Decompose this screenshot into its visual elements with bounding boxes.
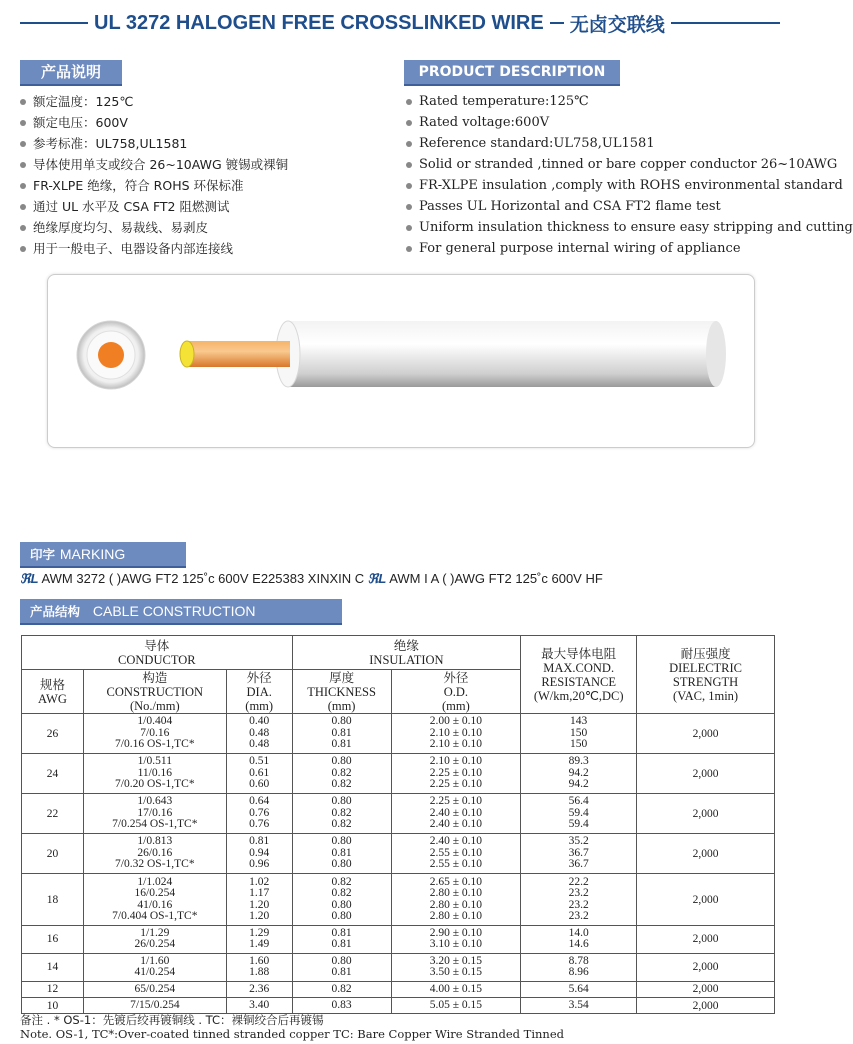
page-title: UL 3272 HALOGEN FREE CROSSLINKED WIRE [94, 11, 544, 34]
list-item [20, 196, 288, 217]
conductor-header [22, 636, 293, 670]
jacket-end [706, 321, 726, 387]
dia-cell-value: 0.60 [249, 778, 270, 791]
bullet-icon [20, 141, 26, 147]
construction-cell-value: 41/0.16 [137, 898, 173, 911]
resistance-cell-value: 89.3 [568, 755, 589, 768]
list-item [406, 91, 853, 112]
thickness-cell-value: 0.80 [331, 954, 352, 967]
list-item [406, 154, 853, 175]
construction-cell-value: 17/0.16 [137, 806, 173, 819]
thickness-cell-value: 0.81 [331, 738, 352, 751]
marking-header-en: MARKING [59, 546, 126, 562]
bullet-icon [20, 225, 26, 231]
thickness-cell-value: 0.81 [331, 927, 352, 939]
thickness-cell [292, 953, 391, 981]
dielectric-cell: 2,000 [637, 926, 775, 954]
note-en: Note. OS-1, TC*:Over-coated tinned stranded copper TC: Bare Copper Wire Stranded Tinned [20, 1027, 564, 1041]
construction-cell-value: 1/0.813 [137, 835, 173, 848]
table-row [22, 754, 775, 794]
od-header-en: O.D. [443, 684, 469, 699]
bullet-icon [406, 204, 412, 210]
marking-header [20, 542, 186, 568]
dia-cell-value: 1.20 [249, 898, 270, 911]
title-rule-right [671, 22, 780, 24]
list-item-text: Rated temperature:125℃ [419, 94, 589, 109]
thickness-cell-value: 0.83 [331, 999, 352, 1012]
construction-header-en: CABLE CONSTRUCTION [92, 603, 256, 619]
dia-cell-value: 0.76 [249, 806, 270, 819]
product-cn-header: 产品说明 [20, 60, 122, 86]
thickness-cell-value: 0.80 [331, 858, 352, 871]
dielectric-header-en1: DIELECTRIC [669, 660, 743, 675]
dielectric-cell: 2,000 [637, 714, 775, 754]
construction-cell-value: 16/0.254 [134, 887, 176, 900]
dia-cell-value: 1.17 [249, 887, 270, 900]
resistance-cell-value: 36.7 [568, 858, 589, 871]
dia-cell-value: 0.81 [249, 835, 270, 848]
list-item [406, 175, 853, 196]
list-item-text: 额定电压：600V [33, 115, 128, 130]
dia-cell-value: 0.76 [249, 818, 270, 831]
resistance-cell [521, 834, 637, 874]
marking-text-1: AWM 3272 ( )AWG FT2 125˚c 600V E225383 XINXIN C [41, 571, 365, 586]
od-cell-value: 2.55 ± 0.10 [429, 846, 483, 859]
od-cell-value: 2.40 ± 0.10 [429, 835, 483, 848]
construction-cell [83, 926, 226, 954]
od-cell [391, 926, 521, 954]
od-cell-value: 2.10 ± 0.10 [429, 738, 483, 751]
insulation-header [292, 636, 521, 670]
od-cell [391, 754, 521, 794]
construction-table-body [22, 714, 775, 1014]
awg-header-zh: 规格 [39, 676, 65, 692]
resistance-cell-value: 59.4 [568, 818, 589, 831]
resistance-cell-value: 59.4 [568, 806, 589, 819]
thickness-cell-value: 0.82 [331, 887, 352, 900]
list-item-text: FR-XLPE insulation ,comply with ROHS environmental standard [419, 178, 843, 193]
list-item [406, 238, 853, 259]
resistance-cell-value: 23.2 [568, 898, 589, 911]
od-cell [391, 953, 521, 981]
construction-cell [83, 714, 226, 754]
table-row [22, 834, 775, 874]
list-item-text: Reference standard:UL758,UL1581 [419, 136, 655, 151]
awg-cell: 24 [22, 754, 84, 794]
dielectric-cell: 2,000 [637, 834, 775, 874]
dia-cell-value: 0.48 [249, 726, 270, 739]
od-cell [391, 794, 521, 834]
resistance-cell-value: 8.96 [568, 966, 589, 979]
list-item-text: Rated voltage:600V [419, 115, 550, 130]
table-row [22, 953, 775, 981]
resistance-cell-value: 143 [570, 715, 588, 728]
od-cell-value: 2.25 ± 0.10 [429, 778, 483, 791]
thickness-cell-value: 0.82 [331, 982, 352, 995]
dielectric-cell: 2,000 [637, 953, 775, 981]
resistance-header-zh: 最大导体电阻 [541, 645, 617, 661]
awg-cell: 12 [22, 981, 84, 997]
od-header-unit: (mm) [441, 698, 470, 713]
table-row [22, 926, 775, 954]
thickness-header-zh: 厚度 [329, 669, 355, 685]
resistance-cell-value: 5.64 [568, 982, 589, 995]
note-zh: 备注 . * OS-1：先镀后绞再镀铜线 . TC：裸铜绞合后再镀锡 [20, 1013, 324, 1027]
construction-cell-value: 1/0.643 [137, 795, 173, 808]
dia-cell-value: 0.94 [249, 846, 270, 859]
list-item [406, 133, 853, 154]
thickness-cell-value: 0.80 [331, 898, 352, 911]
bullet-icon [406, 99, 412, 105]
thickness-cell-value: 0.82 [331, 778, 352, 791]
od-cell-value: 2.10 ± 0.10 [429, 755, 483, 768]
awg-cell: 26 [22, 714, 84, 754]
dia-header-en: DIA. [246, 684, 272, 699]
construction-cell-value: 7/0.16 [140, 726, 170, 739]
construction-cell-value: 1/1.29 [140, 927, 170, 939]
wire-illustration [47, 274, 755, 448]
awg-cell: 10 [22, 998, 84, 1014]
title-rule-middle [550, 22, 564, 24]
dia-cell [226, 794, 292, 834]
od-cell-value: 2.65 ± 0.10 [429, 875, 483, 888]
resistance-cell-value: 22.2 [568, 875, 589, 888]
dielectric-header-en2: STRENGTH [672, 674, 739, 689]
cross-section-conductor [98, 342, 124, 368]
resistance-cell-value: 150 [570, 738, 588, 751]
construction-cell-value: 7/0.20 OS-1,TC* [115, 778, 195, 791]
marking-header-zh: 印字 [30, 547, 56, 562]
wire-image [48, 275, 754, 447]
od-header-zh: 外径 [443, 669, 469, 685]
list-item-text: 用于一般电子、电器设备内部连接线 [33, 241, 234, 256]
awg-cell: 20 [22, 834, 84, 874]
thickness-cell [292, 926, 391, 954]
bullet-icon [20, 183, 26, 189]
construction-col-header-unit: (No./mm) [129, 698, 180, 713]
list-item [20, 91, 288, 112]
thickness-cell-value: 0.82 [331, 766, 352, 779]
resistance-cell-value: 14.6 [568, 938, 589, 951]
construction-header-zh: 产品结构 [30, 604, 81, 619]
conductor-tip [180, 341, 194, 367]
construction-cell-value: 7/0.16 OS-1,TC* [115, 738, 195, 751]
dia-cell [226, 953, 292, 981]
resistance-cell [521, 953, 637, 981]
od-header [391, 670, 521, 714]
bullet-icon [20, 99, 26, 105]
od-cell [391, 981, 521, 997]
dia-cell [226, 714, 292, 754]
od-cell-value: 2.40 ± 0.10 [429, 818, 483, 831]
construction-cell-value: 41/0.254 [134, 966, 176, 979]
bullet-icon [406, 141, 412, 147]
list-item [20, 175, 288, 196]
bullet-icon [406, 120, 412, 126]
bullet-icon [406, 162, 412, 168]
construction-col-header [83, 670, 226, 714]
bullet-icon [20, 204, 26, 210]
dia-cell [226, 926, 292, 954]
list-item-text: 绝缘厚度均匀、易裁线、易剥皮 [33, 220, 209, 235]
resistance-cell [521, 714, 637, 754]
thickness-header [292, 670, 391, 714]
construction-cell-value: 1/1.60 [140, 954, 170, 967]
awg-cell: 22 [22, 794, 84, 834]
dia-cell-value: 0.61 [249, 766, 270, 779]
conductor-header-zh: 导体 [144, 637, 170, 653]
construction-cell [83, 834, 226, 874]
dielectric-cell: 2,000 [637, 981, 775, 997]
resistance-cell [521, 981, 637, 997]
awg-header-en: AWG [38, 691, 67, 706]
list-item [20, 154, 288, 175]
dielectric-cell: 2,000 [637, 998, 775, 1014]
resistance-cell-value: 94.2 [568, 778, 589, 791]
thickness-cell-value: 0.80 [331, 909, 352, 922]
table-row [22, 874, 775, 926]
marking-text [20, 571, 603, 587]
thickness-cell [292, 834, 391, 874]
bullet-icon [20, 246, 26, 252]
dia-cell-value: 0.64 [249, 795, 270, 808]
construction-cell-value: 7/0.404 OS-1,TC* [112, 909, 198, 922]
product-en-header: PRODUCT DESCRIPTION [404, 60, 620, 86]
construction-cell-value: 26/0.16 [137, 846, 173, 859]
od-cell [391, 874, 521, 926]
thickness-header-en: THICKNESS [307, 684, 376, 699]
thickness-cell-value: 0.81 [331, 846, 352, 859]
construction-cell [83, 874, 226, 926]
dia-cell-value: 0.40 [249, 715, 270, 728]
construction-cell-value: 1/0.511 [137, 755, 173, 768]
od-cell-value: 2.55 ± 0.10 [429, 858, 483, 871]
thickness-cell-value: 0.80 [331, 715, 352, 728]
dielectric-cell: 2,000 [637, 754, 775, 794]
resistance-cell-value: 36.7 [568, 846, 589, 859]
dia-cell-value: 1.29 [249, 927, 270, 939]
construction-table [21, 635, 775, 1014]
list-item-text: 通过 UL 水平及 CSA FT2 阻燃测试 [33, 199, 230, 214]
page-title-row [20, 8, 780, 38]
dia-cell [226, 754, 292, 794]
insulation-header-en: INSULATION [369, 652, 444, 667]
thickness-cell-value: 0.81 [331, 966, 352, 979]
thickness-cell-value: 0.82 [331, 806, 352, 819]
dia-cell [226, 981, 292, 997]
list-item-text: 导体使用单支或绞合 26~10AWG 镀锡或裸铜 [33, 157, 289, 172]
dia-cell-value: 1.02 [249, 875, 270, 888]
list-item-text: 额定温度：125℃ [33, 94, 134, 109]
resistance-cell-value: 94.2 [568, 766, 589, 779]
dia-cell-value: 3.40 [249, 999, 270, 1012]
wire-jacket [288, 321, 723, 387]
marking-text-2: AWM I A ( )AWG FT2 125˚c 600V HF [389, 571, 603, 586]
thickness-cell [292, 714, 391, 754]
resistance-header-en1: MAX.COND. [543, 660, 615, 675]
list-item-text: FR-XLPE 绝缘，符合 ROHS 环保标准 [33, 178, 244, 193]
thickness-cell-value: 0.80 [331, 795, 352, 808]
dia-cell-value: 0.96 [249, 858, 270, 871]
wire-conductor [186, 341, 290, 367]
bullet-icon [406, 225, 412, 231]
od-cell-value: 3.10 ± 0.10 [429, 938, 483, 951]
resistance-header-unit: (W/km,20℃,DC) [533, 688, 624, 703]
construction-cell-value: 11/0.16 [137, 766, 173, 779]
od-cell-value: 2.80 ± 0.10 [429, 909, 483, 922]
list-item [406, 112, 853, 133]
resistance-cell-value: 8.78 [568, 954, 589, 967]
awg-cell: 18 [22, 874, 84, 926]
construction-cell-value: 1/0.404 [137, 715, 173, 728]
list-item [20, 133, 288, 154]
construction-col-header-zh: 构造 [142, 669, 168, 685]
resistance-cell [521, 754, 637, 794]
dia-cell-value: 0.48 [249, 738, 270, 751]
dielectric-header-unit: (VAC, 1min) [673, 688, 739, 703]
awg-header [22, 670, 84, 714]
resistance-cell [521, 794, 637, 834]
list-item-text: Passes UL Horizontal and CSA FT2 flame test [419, 199, 721, 214]
od-cell-value: 3.50 ± 0.15 [429, 966, 483, 979]
dielectric-header-zh: 耐压强度 [680, 645, 731, 661]
list-item [20, 238, 288, 259]
dia-cell [226, 874, 292, 926]
construction-cell [83, 754, 226, 794]
dia-cell-value: 1.49 [249, 938, 270, 951]
od-cell-value: 2.25 ± 0.10 [429, 795, 483, 808]
dia-cell-value: 1.20 [249, 909, 270, 922]
bullet-icon [406, 246, 412, 252]
table-row [22, 714, 775, 754]
ul-logo-icon: ℜL [367, 571, 387, 586]
list-item [20, 217, 288, 238]
dia-cell-value: 2.36 [249, 982, 270, 995]
construction-cell [83, 981, 226, 997]
resistance-cell [521, 998, 637, 1014]
thickness-cell-value: 0.81 [331, 726, 352, 739]
dielectric-cell: 2,000 [637, 874, 775, 926]
resistance-cell [521, 926, 637, 954]
product-en-list [406, 91, 853, 259]
thickness-cell-value: 0.80 [331, 755, 352, 768]
resistance-cell [521, 874, 637, 926]
od-cell-value: 2.80 ± 0.10 [429, 887, 483, 900]
od-cell-value: 3.20 ± 0.15 [429, 954, 483, 967]
od-cell-value: 2.90 ± 0.10 [429, 927, 483, 939]
construction-cell [83, 953, 226, 981]
list-item [20, 112, 288, 133]
construction-cell-value: 1/1.024 [137, 875, 173, 888]
thickness-header-unit: (mm) [327, 698, 356, 713]
product-cn-list [20, 91, 288, 259]
dia-cell-value: 1.60 [249, 954, 270, 967]
od-cell-value: 4.00 ± 0.15 [429, 982, 483, 995]
dielectric-header [637, 636, 775, 714]
dielectric-cell: 2,000 [637, 794, 775, 834]
conductor-header-en: CONDUCTOR [118, 652, 196, 667]
page-title-zh: 无卤交联线 [569, 13, 665, 36]
resistance-cell-value: 23.2 [568, 887, 589, 900]
thickness-cell-value: 0.81 [331, 938, 352, 951]
thickness-cell [292, 874, 391, 926]
dia-header-zh: 外径 [246, 669, 272, 685]
ul-logo-icon: ℜL [20, 571, 39, 586]
od-cell-value: 2.00 ± 0.10 [429, 715, 483, 728]
bullet-icon [20, 162, 26, 168]
od-cell-value: 2.25 ± 0.10 [429, 766, 483, 779]
thickness-cell [292, 794, 391, 834]
awg-cell: 16 [22, 926, 84, 954]
table-row [22, 981, 775, 997]
resistance-cell-value: 23.2 [568, 909, 589, 922]
thickness-cell-value: 0.80 [331, 835, 352, 848]
thickness-cell-value: 0.82 [331, 818, 352, 831]
dia-header [226, 670, 292, 714]
construction-cell-value: 26/0.254 [134, 938, 176, 951]
resistance-header [521, 636, 637, 714]
od-cell-value: 5.05 ± 0.15 [429, 999, 483, 1012]
list-item-text: 参考标准：UL758,UL1581 [33, 136, 188, 151]
construction-col-header-en: CONSTRUCTION [106, 684, 204, 699]
od-cell [391, 834, 521, 874]
title-rule-left [20, 22, 88, 24]
construction-cell-value: 7/15/0.254 [130, 999, 180, 1012]
thickness-cell [292, 981, 391, 997]
dia-header-unit: (mm) [245, 698, 274, 713]
construction-cell-value: 7/0.254 OS-1,TC* [112, 818, 198, 831]
od-cell [391, 998, 521, 1014]
thickness-cell [292, 754, 391, 794]
list-item [406, 217, 853, 238]
construction-cell [83, 794, 226, 834]
resistance-cell-value: 3.54 [568, 999, 589, 1012]
resistance-cell-value: 150 [570, 726, 588, 739]
list-item [406, 196, 853, 217]
thickness-cell-value: 0.82 [331, 875, 352, 888]
bullet-icon [406, 183, 412, 189]
resistance-cell-value: 14.0 [568, 927, 589, 939]
dia-cell [226, 834, 292, 874]
resistance-cell-value: 35.2 [568, 835, 589, 848]
resistance-cell-value: 56.4 [568, 795, 589, 808]
construction-cell-value: 65/0.254 [134, 982, 176, 995]
list-item-text: For general purpose internal wiring of appliance [419, 241, 741, 256]
od-cell [391, 714, 521, 754]
construction-header [20, 599, 342, 625]
bullet-icon [20, 120, 26, 126]
dia-cell-value: 1.88 [249, 966, 270, 979]
dia-cell-value: 0.51 [249, 755, 270, 768]
table-row [22, 794, 775, 834]
list-item-text: Solid or stranded ,tinned or bare copper conductor 26~10AWG [419, 157, 838, 172]
list-item-text: Uniform insulation thickness to ensure easy stripping and cutting [419, 220, 853, 235]
construction-cell-value: 7/0.32 OS-1,TC* [115, 858, 195, 871]
od-cell-value: 2.10 ± 0.10 [429, 726, 483, 739]
awg-cell: 14 [22, 953, 84, 981]
od-cell-value: 2.80 ± 0.10 [429, 898, 483, 911]
insulation-header-zh: 绝缘 [393, 637, 419, 653]
resistance-header-en2: RESISTANCE [541, 674, 617, 689]
od-cell-value: 2.40 ± 0.10 [429, 806, 483, 819]
